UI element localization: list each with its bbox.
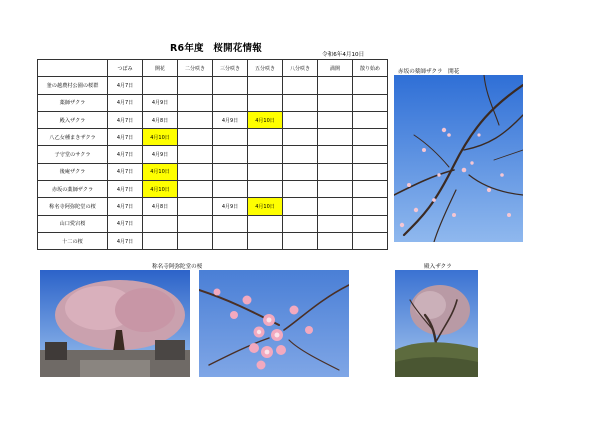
bloom-status-table bbox=[37, 59, 388, 250]
tree-name-cell: 称名寺阿弥陀堂の桜 bbox=[38, 198, 108, 215]
date-cell bbox=[318, 94, 353, 111]
date-cell: 4月7日 bbox=[108, 77, 143, 94]
date-cell bbox=[283, 163, 318, 180]
date-cell bbox=[283, 111, 318, 128]
date-cell bbox=[178, 111, 213, 128]
table-row bbox=[38, 146, 388, 163]
table-row bbox=[38, 77, 388, 94]
caption-shomyoji: 称名寺阿弥陀堂の桜 bbox=[152, 264, 203, 270]
date-cell bbox=[318, 198, 353, 215]
date-cell bbox=[283, 181, 318, 198]
date-cell bbox=[283, 146, 318, 163]
date-cell bbox=[178, 198, 213, 215]
date-cell bbox=[353, 163, 388, 180]
cherry-branches-blue-sky-photo bbox=[394, 75, 523, 242]
report-date: 令和6年4月10日 bbox=[322, 52, 365, 58]
date-cell bbox=[178, 232, 213, 249]
large-cherry-tree-temple-photo bbox=[40, 270, 190, 377]
table-row bbox=[38, 163, 388, 180]
table-row bbox=[38, 232, 388, 249]
date-cell: 4月9日 bbox=[213, 198, 248, 215]
table-row bbox=[38, 94, 388, 111]
tree-name-cell: 八乙女種まきザクラ bbox=[38, 129, 108, 146]
date-cell bbox=[283, 129, 318, 146]
date-cell bbox=[318, 129, 353, 146]
date-cell: 4月7日 bbox=[108, 163, 143, 180]
tree-name-cell: 子守堂のサクラ bbox=[38, 146, 108, 163]
date-cell bbox=[248, 129, 283, 146]
header-corner-cell bbox=[38, 60, 108, 77]
date-cell bbox=[318, 77, 353, 94]
document-title: R6年度 桜開花情報 bbox=[170, 43, 262, 54]
date-cell bbox=[213, 146, 248, 163]
date-cell bbox=[318, 232, 353, 249]
column-header: 二分咲き bbox=[178, 60, 213, 77]
date-cell bbox=[283, 94, 318, 111]
date-cell: 4月7日 bbox=[108, 111, 143, 128]
tree-name-cell: 薬師ザクラ bbox=[38, 94, 108, 111]
date-cell bbox=[213, 94, 248, 111]
date-cell bbox=[353, 77, 388, 94]
date-cell: 4月8日 bbox=[143, 111, 178, 128]
date-cell: 4月9日 bbox=[143, 146, 178, 163]
date-cell bbox=[283, 198, 318, 215]
date-cell bbox=[248, 163, 283, 180]
date-cell bbox=[213, 129, 248, 146]
tree-name-cell: 釜の越農村公園の桜群 bbox=[38, 77, 108, 94]
column-header: 散り始め bbox=[353, 60, 388, 77]
date-cell bbox=[318, 146, 353, 163]
date-cell bbox=[318, 215, 353, 232]
date-cell bbox=[213, 232, 248, 249]
table-row bbox=[38, 111, 388, 128]
date-cell bbox=[353, 232, 388, 249]
caption-akasaka: 赤坂の薬師ザクラ 開花 bbox=[398, 69, 460, 75]
cherry-tree-on-hill-photo bbox=[395, 270, 478, 377]
date-cell bbox=[143, 232, 178, 249]
date-cell bbox=[213, 181, 248, 198]
date-cell: 4月7日 bbox=[108, 181, 143, 198]
cherry-blossom-closeup-photo bbox=[199, 270, 349, 377]
date-cell: 4月7日 bbox=[108, 198, 143, 215]
date-cell: 4月7日 bbox=[108, 129, 143, 146]
date-cell bbox=[178, 215, 213, 232]
tree-name-cell: 山口愛宕桜 bbox=[38, 215, 108, 232]
date-cell bbox=[213, 163, 248, 180]
date-cell bbox=[248, 181, 283, 198]
date-cell bbox=[248, 232, 283, 249]
date-cell bbox=[353, 198, 388, 215]
column-header: つぼみ bbox=[108, 60, 143, 77]
table-row bbox=[38, 215, 388, 232]
date-cell: 4月10日 bbox=[143, 129, 178, 146]
date-cell: 4月10日 bbox=[248, 198, 283, 215]
date-cell bbox=[353, 215, 388, 232]
date-cell bbox=[248, 94, 283, 111]
column-header: 三分咲き bbox=[213, 60, 248, 77]
date-cell: 4月8日 bbox=[143, 198, 178, 215]
date-cell: 4月10日 bbox=[143, 181, 178, 198]
tree-name-cell: 殿入ザクラ bbox=[38, 111, 108, 128]
date-cell bbox=[178, 163, 213, 180]
date-cell bbox=[178, 77, 213, 94]
date-cell bbox=[353, 94, 388, 111]
tree-name-cell: 赤坂の薬師ザクラ bbox=[38, 181, 108, 198]
caption-tonoiri: 殿入ザクラ bbox=[424, 264, 452, 270]
column-header: 五分咲き bbox=[248, 60, 283, 77]
table-row bbox=[38, 129, 388, 146]
date-cell: 4月10日 bbox=[143, 163, 178, 180]
date-cell bbox=[318, 111, 353, 128]
date-cell bbox=[213, 215, 248, 232]
date-cell bbox=[248, 215, 283, 232]
date-cell bbox=[353, 129, 388, 146]
date-cell bbox=[353, 146, 388, 163]
date-cell bbox=[143, 215, 178, 232]
date-cell: 4月7日 bbox=[108, 146, 143, 163]
date-cell bbox=[353, 181, 388, 198]
date-cell bbox=[283, 77, 318, 94]
tree-name-cell: 十二の桜 bbox=[38, 232, 108, 249]
table-header-row bbox=[38, 60, 388, 77]
date-cell bbox=[143, 77, 178, 94]
date-cell bbox=[353, 111, 388, 128]
date-cell bbox=[248, 146, 283, 163]
date-cell bbox=[318, 163, 353, 180]
date-cell bbox=[213, 77, 248, 94]
date-cell: 4月7日 bbox=[108, 232, 143, 249]
date-cell bbox=[248, 77, 283, 94]
date-cell: 4月7日 bbox=[108, 94, 143, 111]
date-cell: 4月9日 bbox=[143, 94, 178, 111]
date-cell bbox=[318, 181, 353, 198]
date-cell: 4月10日 bbox=[248, 111, 283, 128]
table-row bbox=[38, 198, 388, 215]
date-cell bbox=[178, 94, 213, 111]
date-cell bbox=[283, 232, 318, 249]
tree-name-cell: 後庵ザクラ bbox=[38, 163, 108, 180]
date-cell: 4月7日 bbox=[108, 215, 143, 232]
date-cell bbox=[178, 129, 213, 146]
column-header: 開花 bbox=[143, 60, 178, 77]
date-cell: 4月9日 bbox=[213, 111, 248, 128]
date-cell bbox=[283, 215, 318, 232]
column-header: 八分咲き bbox=[283, 60, 318, 77]
date-cell bbox=[178, 181, 213, 198]
table-row bbox=[38, 181, 388, 198]
column-header: 満開 bbox=[318, 60, 353, 77]
date-cell bbox=[178, 146, 213, 163]
